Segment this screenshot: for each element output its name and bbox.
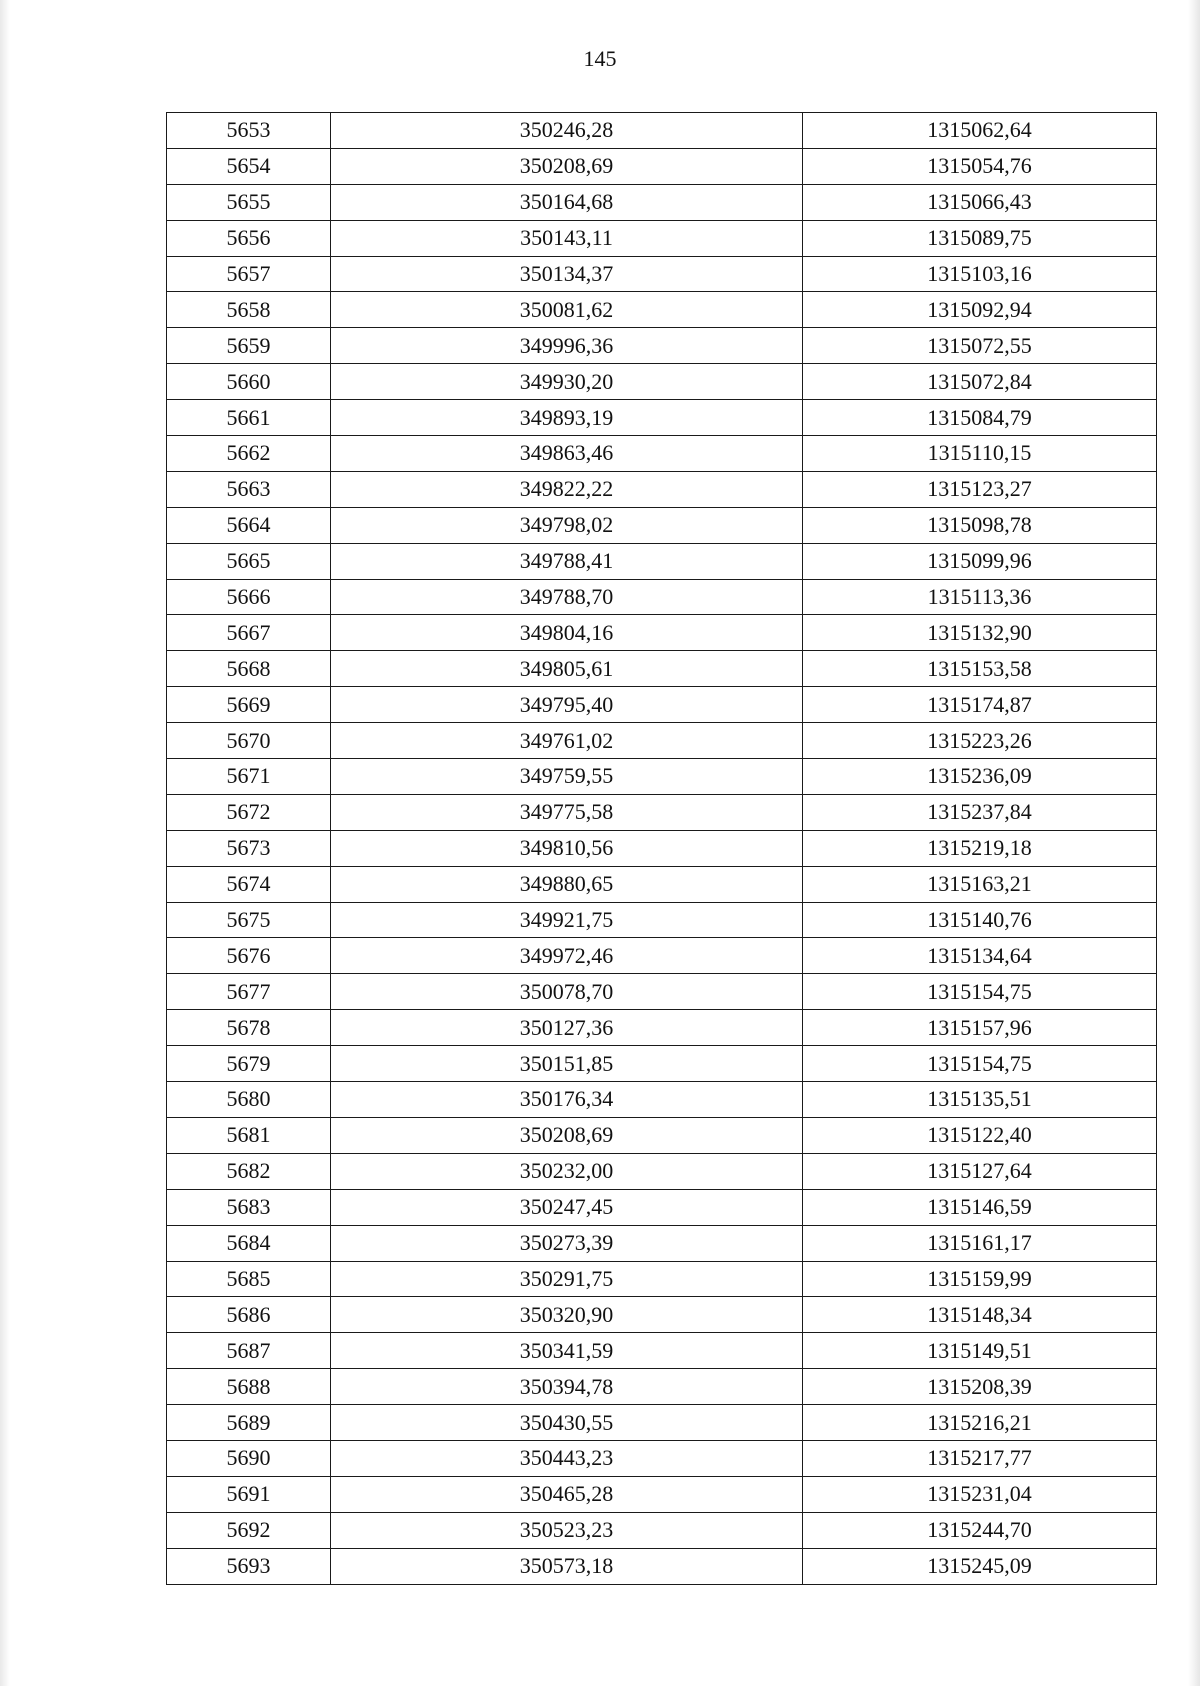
point-number-cell: 5653 [167, 113, 331, 149]
point-number-cell: 5666 [167, 579, 331, 615]
table-row [167, 1117, 1157, 1153]
y-coordinate-cell: 1315174,87 [803, 687, 1157, 723]
x-coordinate-cell: 350246,28 [331, 113, 803, 149]
table-row [167, 794, 1157, 830]
table-row [167, 543, 1157, 579]
table-row [167, 184, 1157, 220]
table-row [167, 1225, 1157, 1261]
y-coordinate-cell: 1315103,16 [803, 256, 1157, 292]
table-row [167, 759, 1157, 795]
point-number-cell: 5682 [167, 1153, 331, 1189]
x-coordinate-cell: 349921,75 [331, 902, 803, 938]
y-coordinate-cell: 1315157,96 [803, 1010, 1157, 1046]
table-row [167, 1261, 1157, 1297]
point-number-cell: 5680 [167, 1082, 331, 1118]
x-coordinate-cell: 350232,00 [331, 1153, 803, 1189]
point-number-cell: 5654 [167, 148, 331, 184]
table-row [167, 1440, 1157, 1476]
y-coordinate-cell: 1315127,64 [803, 1153, 1157, 1189]
point-number-cell: 5673 [167, 830, 331, 866]
y-coordinate-cell: 1315154,75 [803, 1046, 1157, 1082]
x-coordinate-cell: 350273,39 [331, 1225, 803, 1261]
x-coordinate-cell: 350127,36 [331, 1010, 803, 1046]
point-number-cell: 5687 [167, 1333, 331, 1369]
x-coordinate-cell: 350081,62 [331, 292, 803, 328]
x-coordinate-cell: 350443,23 [331, 1440, 803, 1476]
table-row [167, 1153, 1157, 1189]
x-coordinate-cell: 350320,90 [331, 1297, 803, 1333]
point-number-cell: 5685 [167, 1261, 331, 1297]
y-coordinate-cell: 1315110,15 [803, 436, 1157, 472]
x-coordinate-cell: 350394,78 [331, 1369, 803, 1405]
table-row [167, 1189, 1157, 1225]
point-number-cell: 5668 [167, 651, 331, 687]
table-row [167, 328, 1157, 364]
y-coordinate-cell: 1315231,04 [803, 1476, 1157, 1512]
table-row [167, 687, 1157, 723]
y-coordinate-cell: 1315113,36 [803, 579, 1157, 615]
y-coordinate-cell: 1315244,70 [803, 1512, 1157, 1548]
y-coordinate-cell: 1315092,94 [803, 292, 1157, 328]
y-coordinate-cell: 1315154,75 [803, 974, 1157, 1010]
x-coordinate-cell: 349761,02 [331, 723, 803, 759]
table-row [167, 830, 1157, 866]
x-coordinate-cell: 349810,56 [331, 830, 803, 866]
x-coordinate-cell: 350078,70 [331, 974, 803, 1010]
x-coordinate-cell: 349805,61 [331, 651, 803, 687]
page-edge-right [1188, 0, 1200, 1686]
y-coordinate-cell: 1315098,78 [803, 507, 1157, 543]
point-number-cell: 5655 [167, 184, 331, 220]
table-row [167, 113, 1157, 149]
x-coordinate-cell: 350247,45 [331, 1189, 803, 1225]
y-coordinate-cell: 1315132,90 [803, 615, 1157, 651]
point-number-cell: 5681 [167, 1117, 331, 1153]
y-coordinate-cell: 1315140,76 [803, 902, 1157, 938]
table-row [167, 866, 1157, 902]
point-number-cell: 5677 [167, 974, 331, 1010]
point-number-cell: 5662 [167, 436, 331, 472]
x-coordinate-cell: 349804,16 [331, 615, 803, 651]
table-row [167, 902, 1157, 938]
table-row [167, 400, 1157, 436]
x-coordinate-cell: 349972,46 [331, 938, 803, 974]
y-coordinate-cell: 1315161,17 [803, 1225, 1157, 1261]
y-coordinate-cell: 1315245,09 [803, 1548, 1157, 1584]
point-number-cell: 5674 [167, 866, 331, 902]
y-coordinate-cell: 1315163,21 [803, 866, 1157, 902]
point-number-cell: 5675 [167, 902, 331, 938]
point-number-cell: 5667 [167, 615, 331, 651]
point-number-cell: 5686 [167, 1297, 331, 1333]
x-coordinate-cell: 349880,65 [331, 866, 803, 902]
y-coordinate-cell: 1315134,64 [803, 938, 1157, 974]
point-number-cell: 5660 [167, 364, 331, 400]
x-coordinate-cell: 350176,34 [331, 1082, 803, 1118]
table-row [167, 148, 1157, 184]
page-edge-left [0, 0, 10, 1686]
table-row [167, 723, 1157, 759]
y-coordinate-cell: 1315159,99 [803, 1261, 1157, 1297]
table-row [167, 292, 1157, 328]
table-row [167, 436, 1157, 472]
table-row [167, 615, 1157, 651]
y-coordinate-cell: 1315123,27 [803, 471, 1157, 507]
y-coordinate-cell: 1315072,84 [803, 364, 1157, 400]
y-coordinate-cell: 1315122,40 [803, 1117, 1157, 1153]
point-number-cell: 5689 [167, 1405, 331, 1441]
table-row [167, 1082, 1157, 1118]
y-coordinate-cell: 1315099,96 [803, 543, 1157, 579]
point-number-cell: 5663 [167, 471, 331, 507]
table-row [167, 1548, 1157, 1584]
point-number-cell: 5676 [167, 938, 331, 974]
y-coordinate-cell: 1315237,84 [803, 794, 1157, 830]
y-coordinate-cell: 1315153,58 [803, 651, 1157, 687]
y-coordinate-cell: 1315062,64 [803, 113, 1157, 149]
x-coordinate-cell: 350151,85 [331, 1046, 803, 1082]
coordinates-table [166, 112, 1157, 1585]
x-coordinate-cell: 349930,20 [331, 364, 803, 400]
x-coordinate-cell: 350291,75 [331, 1261, 803, 1297]
y-coordinate-cell: 1315223,26 [803, 723, 1157, 759]
x-coordinate-cell: 350208,69 [331, 1117, 803, 1153]
x-coordinate-cell: 349775,58 [331, 794, 803, 830]
x-coordinate-cell: 349795,40 [331, 687, 803, 723]
table-row [167, 256, 1157, 292]
y-coordinate-cell: 1315216,21 [803, 1405, 1157, 1441]
x-coordinate-cell: 350164,68 [331, 184, 803, 220]
table-row [167, 507, 1157, 543]
table-row [167, 651, 1157, 687]
point-number-cell: 5683 [167, 1189, 331, 1225]
table-row [167, 1476, 1157, 1512]
table-row [167, 471, 1157, 507]
x-coordinate-cell: 349996,36 [331, 328, 803, 364]
point-number-cell: 5692 [167, 1512, 331, 1548]
point-number-cell: 5656 [167, 220, 331, 256]
table-row [167, 364, 1157, 400]
table-row [167, 220, 1157, 256]
x-coordinate-cell: 350523,23 [331, 1512, 803, 1548]
point-number-cell: 5671 [167, 759, 331, 795]
x-coordinate-cell: 350134,37 [331, 256, 803, 292]
x-coordinate-cell: 349788,70 [331, 579, 803, 615]
x-coordinate-cell: 350341,59 [331, 1333, 803, 1369]
x-coordinate-cell: 350573,18 [331, 1548, 803, 1584]
point-number-cell: 5659 [167, 328, 331, 364]
point-number-cell: 5690 [167, 1440, 331, 1476]
y-coordinate-cell: 1315217,77 [803, 1440, 1157, 1476]
point-number-cell: 5657 [167, 256, 331, 292]
x-coordinate-cell: 350465,28 [331, 1476, 803, 1512]
point-number-cell: 5678 [167, 1010, 331, 1046]
point-number-cell: 5679 [167, 1046, 331, 1082]
table-row [167, 1010, 1157, 1046]
y-coordinate-cell: 1315148,34 [803, 1297, 1157, 1333]
table-row [167, 1046, 1157, 1082]
point-number-cell: 5665 [167, 543, 331, 579]
point-number-cell: 5669 [167, 687, 331, 723]
point-number-cell: 5672 [167, 794, 331, 830]
x-coordinate-cell: 349798,02 [331, 507, 803, 543]
table-row [167, 1369, 1157, 1405]
x-coordinate-cell: 349788,41 [331, 543, 803, 579]
table-row [167, 579, 1157, 615]
point-number-cell: 5661 [167, 400, 331, 436]
y-coordinate-cell: 1315208,39 [803, 1369, 1157, 1405]
point-number-cell: 5688 [167, 1369, 331, 1405]
point-number-cell: 5693 [167, 1548, 331, 1584]
point-number-cell: 5670 [167, 723, 331, 759]
y-coordinate-cell: 1315072,55 [803, 328, 1157, 364]
point-number-cell: 5658 [167, 292, 331, 328]
y-coordinate-cell: 1315149,51 [803, 1333, 1157, 1369]
y-coordinate-cell: 1315135,51 [803, 1082, 1157, 1118]
x-coordinate-cell: 350430,55 [331, 1405, 803, 1441]
y-coordinate-cell: 1315236,09 [803, 759, 1157, 795]
table-row [167, 1333, 1157, 1369]
x-coordinate-cell: 349863,46 [331, 436, 803, 472]
point-number-cell: 5691 [167, 1476, 331, 1512]
table-row [167, 938, 1157, 974]
y-coordinate-cell: 1315084,79 [803, 400, 1157, 436]
table-row [167, 1405, 1157, 1441]
x-coordinate-cell: 349822,22 [331, 471, 803, 507]
point-number-cell: 5664 [167, 507, 331, 543]
y-coordinate-cell: 1315054,76 [803, 148, 1157, 184]
table-body [167, 113, 1157, 1585]
table-row [167, 1297, 1157, 1333]
y-coordinate-cell: 1315219,18 [803, 830, 1157, 866]
x-coordinate-cell: 350143,11 [331, 220, 803, 256]
point-number-cell: 5684 [167, 1225, 331, 1261]
x-coordinate-cell: 349759,55 [331, 759, 803, 795]
y-coordinate-cell: 1315146,59 [803, 1189, 1157, 1225]
page-number: 145 [583, 46, 617, 71]
x-coordinate-cell: 349893,19 [331, 400, 803, 436]
table-row [167, 1512, 1157, 1548]
y-coordinate-cell: 1315066,43 [803, 184, 1157, 220]
y-coordinate-cell: 1315089,75 [803, 220, 1157, 256]
x-coordinate-cell: 350208,69 [331, 148, 803, 184]
table-row [167, 974, 1157, 1010]
